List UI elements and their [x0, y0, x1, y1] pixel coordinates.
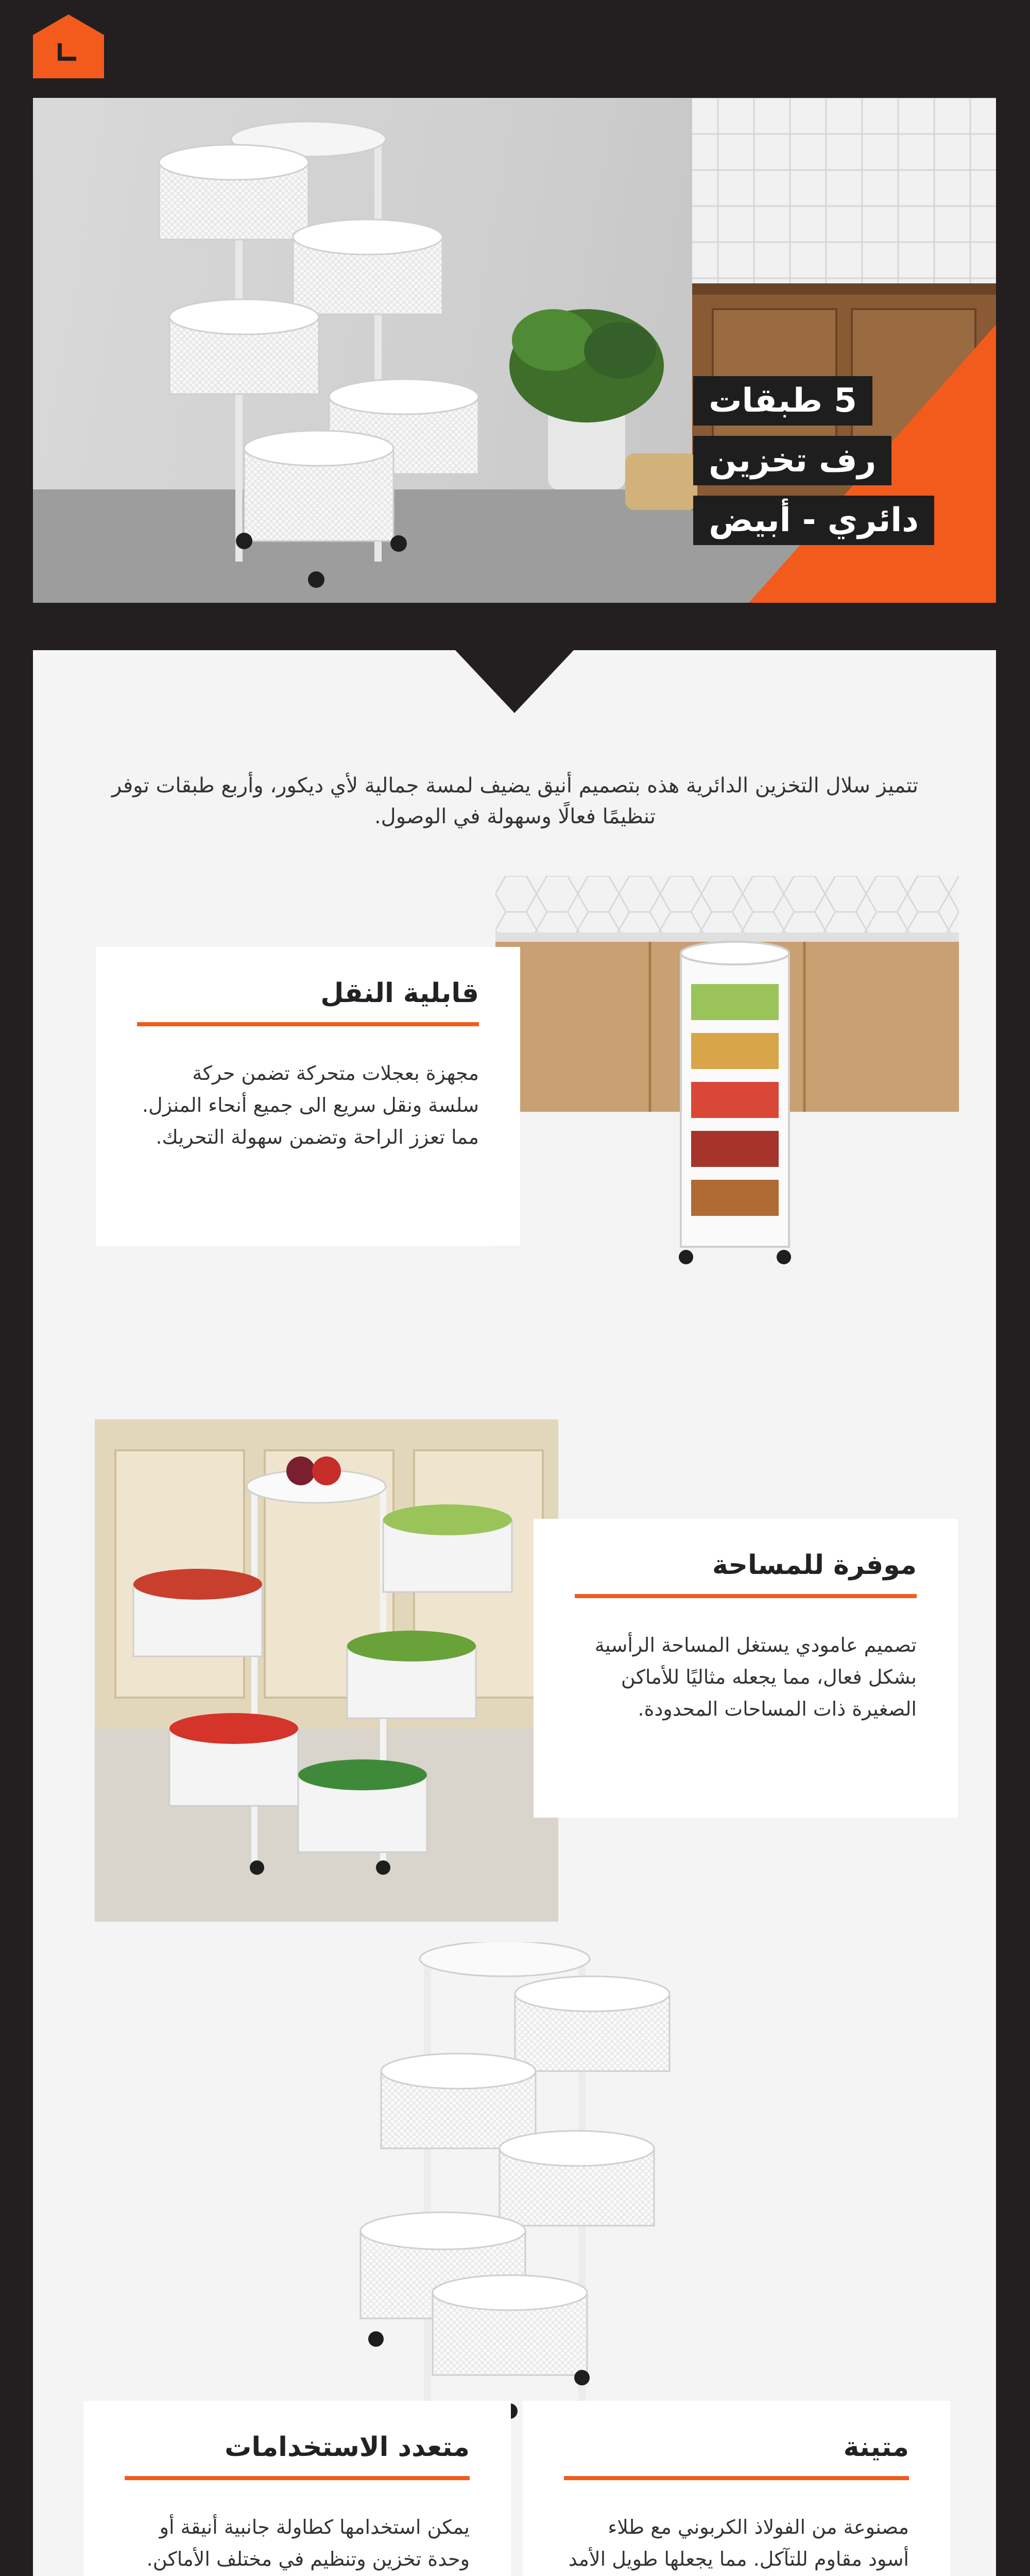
versatile-text: يمكن استخدامها كطاولة جانبية أنيقة أو وحدة تخزين وتنظيم في مختلف الأماكن.	[146, 2516, 470, 2570]
space-title: موفرة للمساحة	[712, 1550, 917, 1581]
durable-title-underline	[564, 2476, 909, 2480]
versatile-title: متعدد الاستخدامات	[225, 2432, 470, 2463]
mobility-title-underline	[137, 1022, 479, 1026]
space-text: تصميم عامودي يستغل المساحة الرأسية بشكل فعال، مما يجعله مثاليًا للأماكن الصغيرة ذات المساحات المحدودة.	[594, 1634, 917, 1720]
intro-text: تتميز سلال التخزين الدائرية هذه بتصميم أنيق يضيف لمسة جمالية لأي ديكور، وأربع طبقات توفر تنظيمًا فعالًا وسهولة في الوصول.	[111, 774, 919, 828]
hero-banner	[33, 98, 996, 603]
mobility-text: مجهزة بعجلات متحركة تضمن حركة سلسة ونقل سريع الى جميع أنحاء المنزل. مما تعزز الراحة وتضمن سهولة التحريك.	[142, 1062, 479, 1148]
hero-title	[693, 376, 934, 545]
durable-title: متينة	[843, 2432, 909, 2463]
mobility-photo	[495, 876, 959, 1321]
mobility-card	[96, 947, 520, 1246]
hero-title-line-1: 5 طبقات	[693, 376, 872, 426]
durable-card	[523, 2401, 950, 2576]
hero-title-line-3: دائري - أبيض	[693, 496, 934, 545]
space-card	[534, 1519, 958, 1818]
versatile-title-underline	[125, 2476, 470, 2480]
durable-text: مصنوعة من الفولاذ الكربوني مع طلاء أسود مقاوم للتآكل. مما يجعلها طويل الأمد	[568, 2516, 909, 2570]
hero-title-line-2: رف تخزين	[693, 436, 891, 485]
space-title-underline	[575, 1594, 917, 1598]
brand-logo[interactable]	[33, 14, 104, 78]
panel-notch	[455, 650, 574, 713]
space-photo	[95, 1419, 558, 1922]
rack-photo	[340, 1942, 700, 2437]
versatile-card	[83, 2401, 511, 2576]
mobility-title: قابلية النقل	[320, 978, 479, 1009]
